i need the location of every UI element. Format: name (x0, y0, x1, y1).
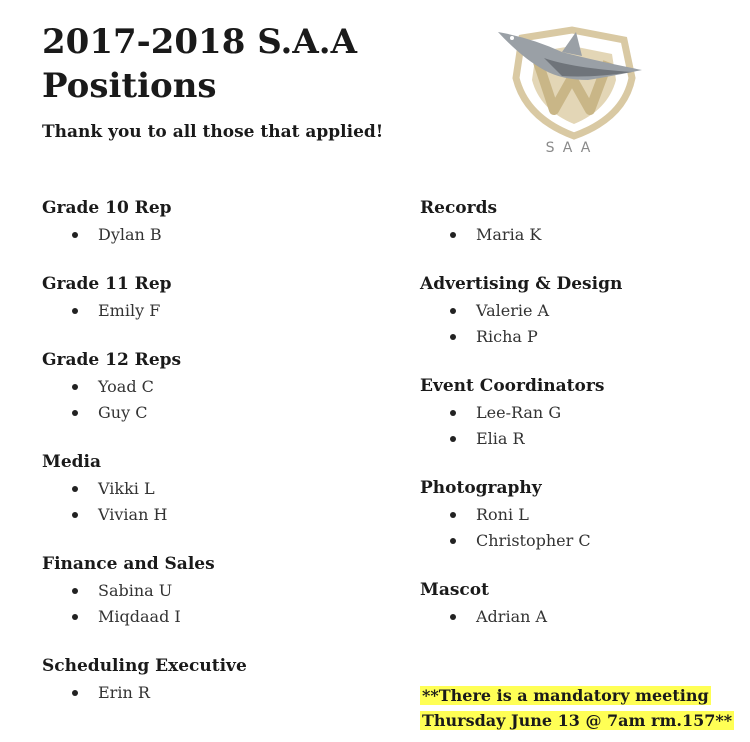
member-name: Dylan B (98, 225, 162, 244)
member-name: Yoad C (98, 377, 154, 396)
member-item (420, 400, 740, 426)
member-list (42, 578, 362, 630)
member-name: Maria K (476, 225, 542, 244)
member-list (420, 298, 740, 350)
bullet-icon (72, 410, 78, 416)
member-name: Adrian A (476, 607, 548, 626)
member-item (42, 476, 362, 502)
position-section (420, 476, 740, 554)
member-list (42, 374, 362, 426)
logo-text: SAA (545, 140, 599, 156)
member-item (42, 680, 362, 706)
bullet-icon (72, 232, 78, 238)
member-name: Erin R (98, 683, 150, 702)
bullet-icon (450, 614, 456, 620)
member-item (420, 528, 740, 554)
saa-logo (492, 18, 652, 158)
member-name: Valerie A (476, 301, 550, 320)
member-list (420, 604, 740, 630)
member-name: Guy C (98, 403, 148, 422)
shark-shield-icon (492, 18, 652, 158)
bullet-icon (450, 334, 456, 340)
position-title: Records (420, 198, 498, 218)
member-list (42, 222, 362, 248)
bullet-icon (450, 512, 456, 518)
member-item (42, 298, 362, 324)
position-section (42, 272, 362, 324)
member-name: Vikki L (98, 479, 155, 498)
member-item (420, 604, 740, 630)
member-item (42, 578, 362, 604)
position-title: Grade 11 Rep (42, 274, 172, 294)
member-item (420, 222, 740, 248)
position-title: Grade 10 Rep (42, 198, 172, 218)
position-section (42, 348, 362, 426)
page-subtitle: Thank you to all those that applied! (42, 122, 384, 142)
bullet-icon (72, 690, 78, 696)
position-section (42, 450, 362, 528)
position-title: Mascot (420, 580, 489, 600)
bullet-icon (450, 538, 456, 544)
meeting-notice (420, 683, 734, 733)
member-name: Emily F (98, 301, 161, 320)
member-item (420, 502, 740, 528)
member-item (42, 222, 362, 248)
position-title: Event Coordinators (420, 376, 605, 396)
right-column (420, 196, 740, 654)
member-name: Christopher C (476, 531, 591, 550)
bullet-icon (450, 308, 456, 314)
member-item (42, 374, 362, 400)
member-list (420, 502, 740, 554)
bullet-icon (450, 436, 456, 442)
page-title: 2017-2018 S.A.A Positions (42, 22, 357, 106)
position-title: Media (42, 452, 101, 472)
member-name: Roni L (476, 505, 529, 524)
position-title: Advertising & Design (420, 274, 623, 294)
member-name: Vivian H (98, 505, 168, 524)
bullet-icon (72, 512, 78, 518)
notice-line-2: Thursday June 13 @ 7am rm.157** (422, 711, 733, 730)
bullet-icon (72, 614, 78, 620)
member-list (42, 476, 362, 528)
member-item (420, 426, 740, 452)
position-title: Finance and Sales (42, 554, 215, 574)
bullet-icon (450, 410, 456, 416)
bullet-icon (72, 308, 78, 314)
position-section (420, 578, 740, 630)
position-section (420, 196, 740, 248)
position-title: Scheduling Executive (42, 656, 247, 676)
bullet-icon (450, 232, 456, 238)
member-name: Richa P (476, 327, 538, 346)
position-section (42, 552, 362, 630)
member-name: Sabina U (98, 581, 173, 600)
member-item (42, 604, 362, 630)
member-item (420, 324, 740, 350)
position-section (420, 272, 740, 350)
member-item (42, 502, 362, 528)
member-item (42, 400, 362, 426)
position-title: Grade 12 Reps (42, 350, 182, 370)
position-section (42, 196, 362, 248)
member-list (420, 400, 740, 452)
member-list (42, 298, 362, 324)
position-section (420, 374, 740, 452)
member-name: Elia R (476, 429, 525, 448)
member-name: Lee-Ran G (476, 403, 562, 422)
bullet-icon (72, 486, 78, 492)
member-name: Miqdaad I (98, 607, 181, 626)
notice-line-1: **There is a mandatory meeting (422, 686, 709, 705)
position-section (42, 654, 362, 706)
bullet-icon (72, 384, 78, 390)
bullet-icon (72, 588, 78, 594)
member-item (420, 298, 740, 324)
member-list (420, 222, 740, 248)
left-column (42, 196, 362, 730)
member-list (42, 680, 362, 706)
position-title: Photography (420, 478, 542, 498)
